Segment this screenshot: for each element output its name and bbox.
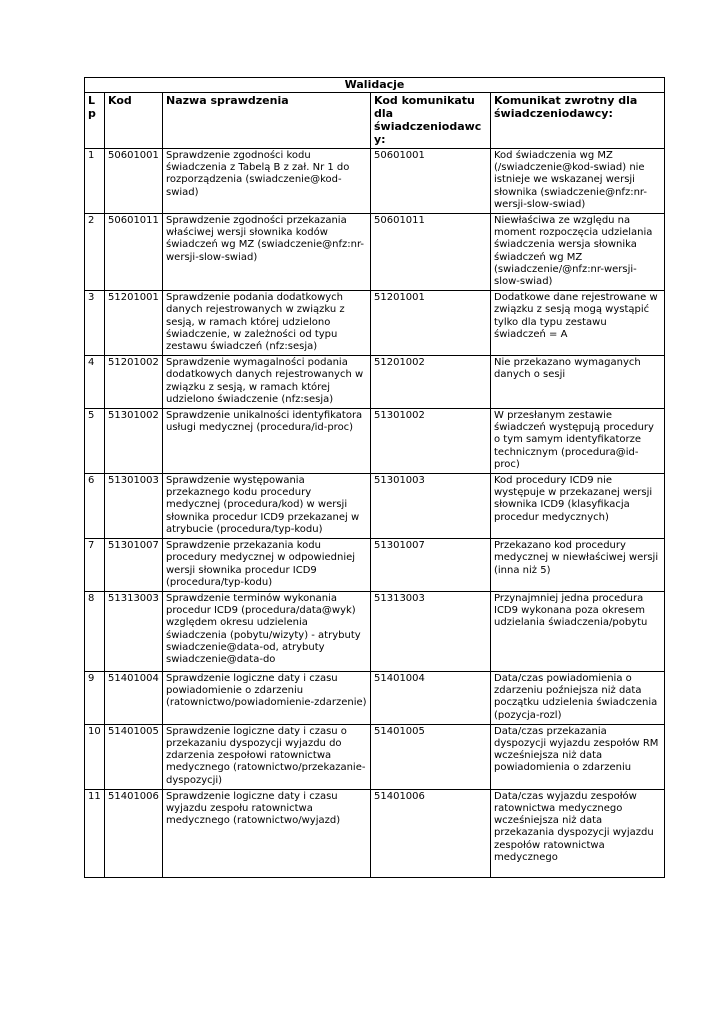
table-row bbox=[85, 409, 665, 474]
header-kod: Kod bbox=[105, 93, 163, 149]
cell-nazwa: Sprawdzenie występowania przekaznego kodu procedury medycznej (procedura/kod) w wersji słownika procedur ICD9 przekazanej w atrybucie (procedura/typ-kodu) bbox=[163, 474, 371, 539]
cell-lp: 6 bbox=[85, 474, 105, 539]
cell-nazwa: Sprawdzenie podania dodatkowych danych rejestrowanych w związku z sesją, w ramach której udzielono świadczenie, w zależności od typu zestawu świadczeń (nfz:sesja) bbox=[163, 291, 371, 356]
cell-kod: 51201002 bbox=[105, 356, 163, 409]
cell-lp: 9 bbox=[85, 671, 105, 724]
table-row bbox=[85, 474, 665, 539]
cell-nazwa: Sprawdzenie zgodności kodu świadczenia z Tabelą B z zał. Nr 1 do rozporządzenia (swiadczenie@kod-swiad) bbox=[163, 149, 371, 214]
cell-lp: 8 bbox=[85, 591, 105, 671]
cell-komunikat: Data/czas powiadomienia o zdarzeniu poźniejsza niż data początku udzielenia świadczenia (pozycja-rozl) bbox=[491, 671, 665, 724]
cell-lp: 1 bbox=[85, 149, 105, 214]
table-title: Walidacje bbox=[85, 78, 665, 93]
table-row bbox=[85, 291, 665, 356]
cell-kod-komunikatu: 51301003 bbox=[371, 474, 491, 539]
cell-nazwa: Sprawdzenie unikalności identyfikatora usługi medycznej (procedura/id-proc) bbox=[163, 409, 371, 474]
cell-nazwa: Sprawdzenie logiczne daty i czasu o przekazaniu dyspozycji wyjazdu do zdarzenia zespołowi ratownictwa medycznego (ratownictwo/przekazanie-dyspozycji) bbox=[163, 724, 371, 789]
cell-komunikat: Przekazano kod procedury medycznej w niewłaściwej wersji (inna niż 5) bbox=[491, 539, 665, 592]
cell-komunikat: Nie przekazano wymaganych danych o sesji bbox=[491, 356, 665, 409]
table-row bbox=[85, 671, 665, 724]
cell-lp: 11 bbox=[85, 789, 105, 877]
header-komunikat: Komunikat zwrotny dla świadczeniodawcy: bbox=[491, 93, 665, 149]
cell-kod-komunikatu: 50601001 bbox=[371, 149, 491, 214]
cell-kod: 51201001 bbox=[105, 291, 163, 356]
cell-komunikat: Niewłaściwa ze względu na moment rozpoczęcia udzielania świadczenia wersja słownika świadczeń wg MZ (swiadczenie/@nfz:nr-wersji-slow-swiad) bbox=[491, 214, 665, 291]
cell-kod-komunikatu: 51301007 bbox=[371, 539, 491, 592]
cell-kod-komunikatu: 51401004 bbox=[371, 671, 491, 724]
cell-nazwa: Sprawdzenie wymagalności podania dodatkowych danych rejestrowanych w związku z sesją, w ramach której udzielono świadczenie (nfz:sesja) bbox=[163, 356, 371, 409]
table-row bbox=[85, 724, 665, 789]
header-nazwa: Nazwa sprawdzenia bbox=[163, 93, 371, 149]
cell-kod: 51301007 bbox=[105, 539, 163, 592]
cell-nazwa: Sprawdzenie logiczne daty i czasu wyjazdu zespołu ratownictwa medycznego (ratownictwo/wyjazd) bbox=[163, 789, 371, 877]
cell-komunikat: W przesłanym zestawie świadczeń występują procedury o tym samym identyfikatorze technicznym (procedura@id-proc) bbox=[491, 409, 665, 474]
table-row bbox=[85, 539, 665, 592]
cell-kod-komunikatu: 51201002 bbox=[371, 356, 491, 409]
cell-komunikat: Kod procedury ICD9 nie występuje w przekazanej wersji słownika ICD9 (klasyfikacja procedur medycznych) bbox=[491, 474, 665, 539]
cell-nazwa: Sprawdzenie przekazania kodu procedury medycznej w odpowiedniej wersji słownika procedur ICD9 (procedura/typ-kodu) bbox=[163, 539, 371, 592]
cell-kod: 51313003 bbox=[105, 591, 163, 671]
cell-komunikat: Data/czas wyjazdu zespołów ratownictwa medycznego wcześniejsza niż data przekazania dyspozycji wyjazdu zespołów ratownictwa medycznego bbox=[491, 789, 665, 877]
table-row bbox=[85, 214, 665, 291]
header-kod-komunikatu: Kod komunikatu dla świadczeniodawcy: bbox=[371, 93, 491, 149]
cell-lp: 10 bbox=[85, 724, 105, 789]
document-page bbox=[84, 77, 664, 878]
cell-kod-komunikatu: 51301002 bbox=[371, 409, 491, 474]
table-row bbox=[85, 356, 665, 409]
cell-komunikat: Kod świadczenia wg MZ (/swiadczenie@kod-swiad) nie istnieje we wskazanej wersji słownika (swiadczenie@nfz:nr-wersji-slow-swiad) bbox=[491, 149, 665, 214]
cell-kod-komunikatu: 50601011 bbox=[371, 214, 491, 291]
table-header-row bbox=[85, 93, 665, 149]
cell-kod: 51401006 bbox=[105, 789, 163, 877]
cell-komunikat: Data/czas przekazania dyspozycji wyjazdu zespołów RM wcześniejsza niż data powiadomienia o zdarzeniu bbox=[491, 724, 665, 789]
cell-lp: 4 bbox=[85, 356, 105, 409]
cell-lp: 3 bbox=[85, 291, 105, 356]
cell-lp: 2 bbox=[85, 214, 105, 291]
cell-kod-komunikatu: 51401006 bbox=[371, 789, 491, 877]
table-row bbox=[85, 149, 665, 214]
cell-kod: 51301003 bbox=[105, 474, 163, 539]
cell-lp: 7 bbox=[85, 539, 105, 592]
table-title-row bbox=[85, 78, 665, 93]
cell-nazwa: Sprawdzenie terminów wykonania procedur ICD9 (procedura/data@wyk) względem okresu udzielenia świadczenia (pobytu/wizyty) - atrybuty swiadczenie@data-od, atrybuty swiadczenie@data-do bbox=[163, 591, 371, 671]
cell-kod: 51301002 bbox=[105, 409, 163, 474]
cell-kod: 50601011 bbox=[105, 214, 163, 291]
table-row bbox=[85, 789, 665, 877]
table-row bbox=[85, 591, 665, 671]
cell-komunikat: Dodatkowe dane rejestrowane w związku z sesją mogą wystąpić tylko dla typu zestawu świadczeń = A bbox=[491, 291, 665, 356]
cell-nazwa: Sprawdzenie zgodności przekazania właściwej wersji słownika kodów świadczeń wg MZ (swiadczenie@nfz:nr-wersji-slow-swiad) bbox=[163, 214, 371, 291]
cell-kod: 50601001 bbox=[105, 149, 163, 214]
cell-nazwa: Sprawdzenie logiczne daty i czasu powiadomienie o zdarzeniu (ratownictwo/powiadomienie-zdarzenie) bbox=[163, 671, 371, 724]
cell-komunikat: Przynajmniej jedna procedura ICD9 wykonana poza okresem udzielania świadczenia/pobytu bbox=[491, 591, 665, 671]
validation-table bbox=[84, 77, 665, 878]
cell-kod-komunikatu: 51401005 bbox=[371, 724, 491, 789]
header-lp: Lp bbox=[85, 93, 105, 149]
cell-lp: 5 bbox=[85, 409, 105, 474]
cell-kod-komunikatu: 51201001 bbox=[371, 291, 491, 356]
cell-kod-komunikatu: 51313003 bbox=[371, 591, 491, 671]
cell-kod: 51401005 bbox=[105, 724, 163, 789]
cell-kod: 51401004 bbox=[105, 671, 163, 724]
